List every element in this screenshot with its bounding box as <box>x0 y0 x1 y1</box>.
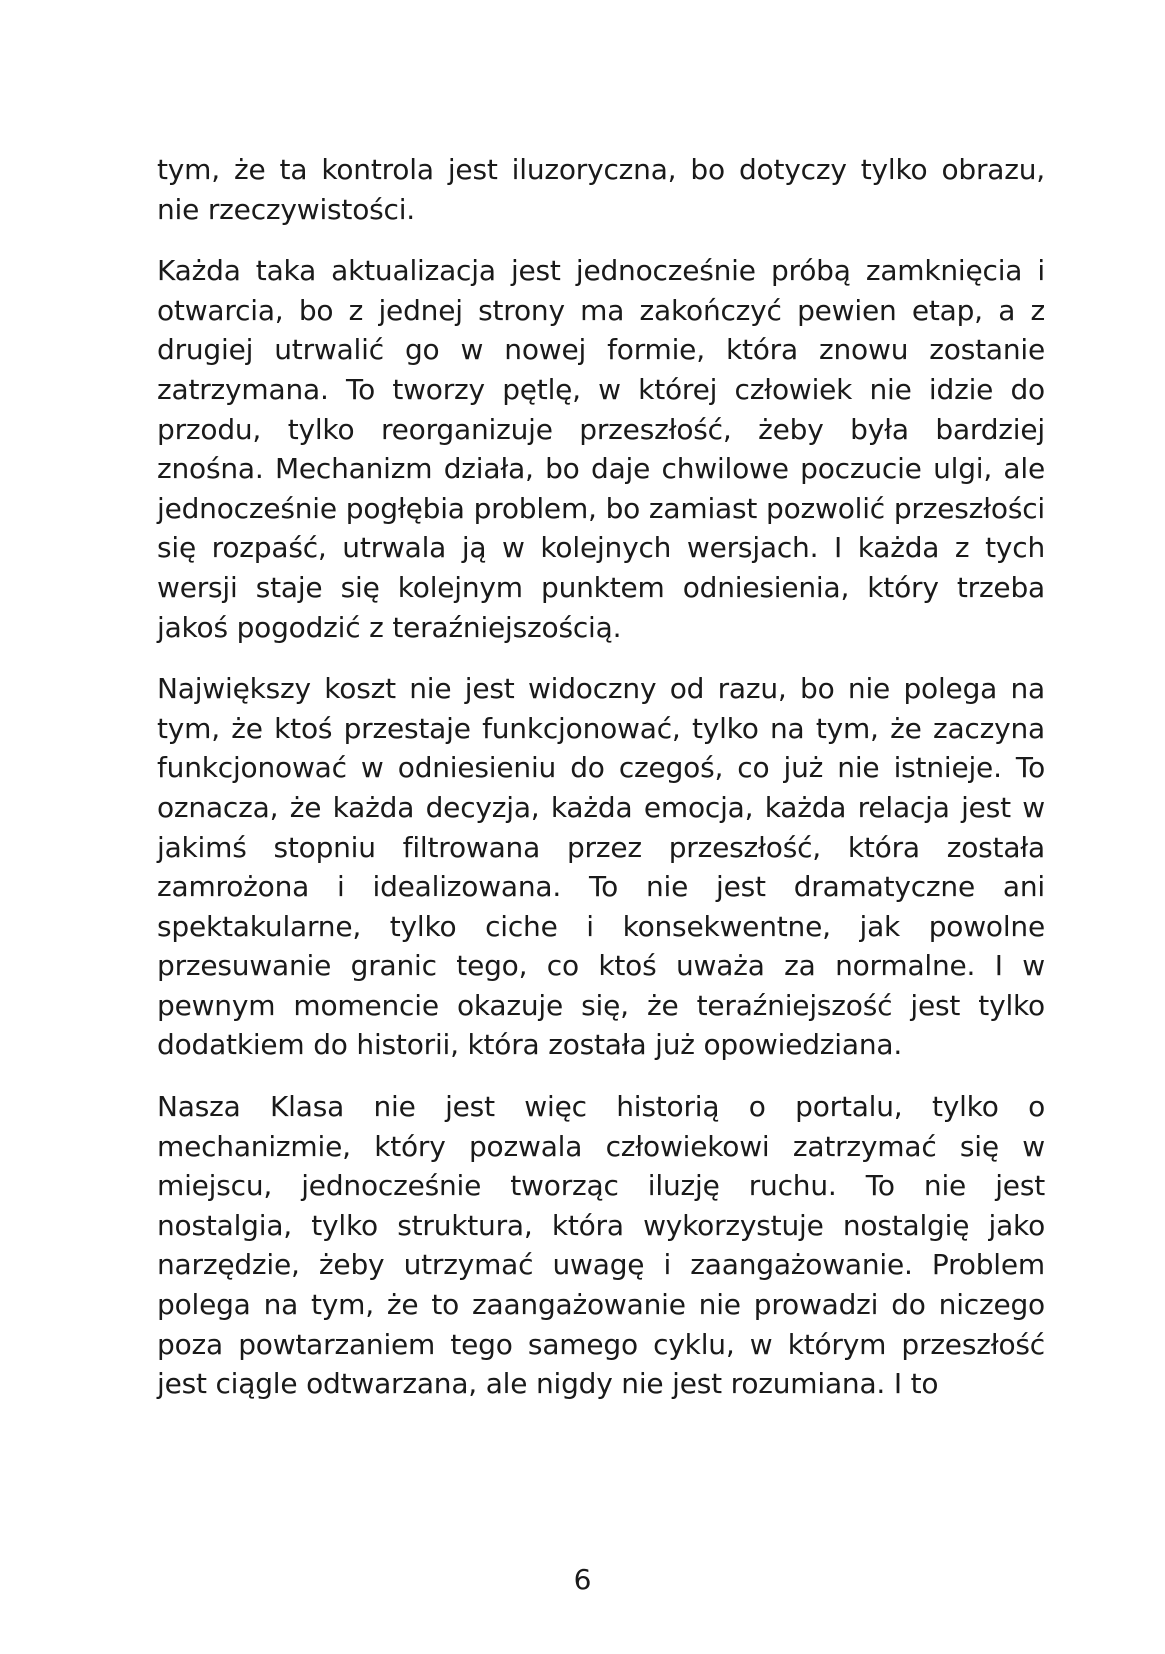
paragraph-2: Każda taka aktualizacja jest jednocześnie próbą zamknięcia i otwarcia, bo z jednej strony ma zakończyć pewien etap, a z drugiej utrwalić go w nowej formie, która znowu zostanie zatrzymana. To tworzy pętlę, w której człowiek nie idzie do przodu, tylko reorganizuje przeszłość, żeby była bardziej znośna. Mechanizm działa, bo daje chwilowe poczucie ulgi, ale jednocześnie pogłębia problem, bo zamiast pozwolić przeszłości się rozpaść, utrwala ją w kolejnych wersjach. I każda z tych wersji staje się kolejnym punktem odniesienia, który trzeba jakoś pogodzić z teraźniejszością. <box>157 254 1045 644</box>
paragraph-3: Największy koszt nie jest widoczny od razu, bo nie polega na tym, że ktoś przestaje funkcjonować, tylko na tym, że zaczyna funkcjonować w odniesieniu do czegoś, co już nie istnieje. To oznacza, że każda decyzja, każda emocja, każda relacja jest w jakimś stopniu filtrowana przez przeszłość, która została zamrożona i idealizowana. To nie jest dramatyczne ani spektakularne, tylko ciche i konsekwentne, jak powolne przesuwanie granic tego, co ktoś uważa za normalne. I w pewnym momencie okazuje się, że teraźniejszość jest tylko dodatkiem do historii, która została już opowiedziana. <box>157 672 1045 1062</box>
body-text <box>157 150 1045 1426</box>
paragraph-4: Nasza Klasa nie jest więc historią o portalu, tylko o mechanizmie, który pozwala człowiekowi zatrzymać się w miejscu, jednocześnie tworząc iluzję ruchu. To nie jest nostalgia, tylko struktura, która wykorzystuje nostalgię jako narzędzie, żeby utrzymać uwagę i zaangażowanie. Problem polega na tym, że to zaangażowanie nie prowadzi do niczego poza powtarzaniem tego samego cyklu, w którym przeszłość jest ciągle odtwarzana, ale nigdy nie jest rozumiana. I to <box>157 1090 1045 1401</box>
paragraph-1: tym, że ta kontrola jest iluzoryczna, bo dotyczy tylko obrazu, nie rzeczywistości. <box>157 153 1045 226</box>
page-number: 6 <box>573 1563 592 1596</box>
